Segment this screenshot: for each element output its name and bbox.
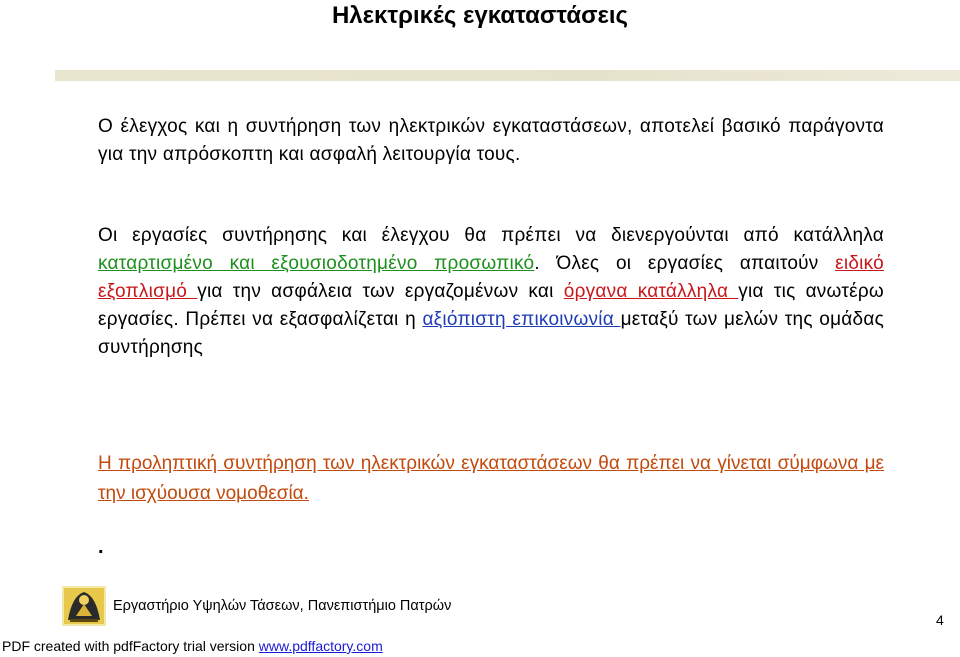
university-logo-icon — [62, 586, 106, 626]
paragraph-text: . Όλες οι εργασίες απαιτούν — [534, 253, 836, 274]
paragraph-intro: Ο έλεγχος και η συντήρηση των ηλεκτρικών εγκαταστάσεων, αποτελεί βασικό παράγοντα για την απρόσκοπτη και ασφαλή λειτουργία τους. — [98, 116, 884, 165]
title-divider-bar — [55, 70, 960, 81]
paragraph-text: για τις ανωτέρω εργασίες. Πρέπει να εξασφαλίζεται η — [98, 281, 884, 330]
paragraph-text: Οι εργασίες συντήρησης και έλεγχου θα πρέπει να διενεργούνται από κατάλληλα — [98, 225, 884, 246]
pdffactory-link[interactable]: www.pdffactory.com — [258, 638, 383, 654]
paragraph-maintenance — [98, 222, 884, 362]
page-number: 4 — [936, 612, 944, 628]
link-suitable-instruments[interactable]: όργανα κατάλληλα — [563, 281, 739, 302]
link-special-equipment[interactable]: ειδικό εξοπλισμό — [98, 253, 884, 302]
paragraph-text: για την ασφάλεια των εργαζομένων και — [197, 281, 564, 302]
link-trained-personnel[interactable]: καταρτισμένο και εξουσιοδοτημένο προσωπικό — [98, 253, 535, 274]
link-reliable-communication[interactable]: αξιόπιστη επικοινωνία — [422, 309, 621, 330]
page-title: Ηλεκτρικές εγκαταστάσεις — [331, 2, 629, 29]
pdf-notice-text: PDF created with pdfFactory trial version — [2, 638, 259, 654]
stray-dot: . — [98, 536, 104, 558]
pdf-creator-notice — [2, 638, 383, 654]
footer-institution: Εργαστήριο Υψηλών Τάσεων, Πανεπιστήμιο Πατρών — [113, 598, 452, 614]
paragraph-preventive-maintenance: Η προληπτική συντήρηση των ηλεκτρικών εγκαταστάσεων θα πρέπει να γίνεται σύμφωνα με την ισχύουσα νομοθεσία. — [98, 453, 884, 504]
paragraph-text: μεταξύ των μελών της ομάδας συντήρησης — [98, 309, 885, 358]
